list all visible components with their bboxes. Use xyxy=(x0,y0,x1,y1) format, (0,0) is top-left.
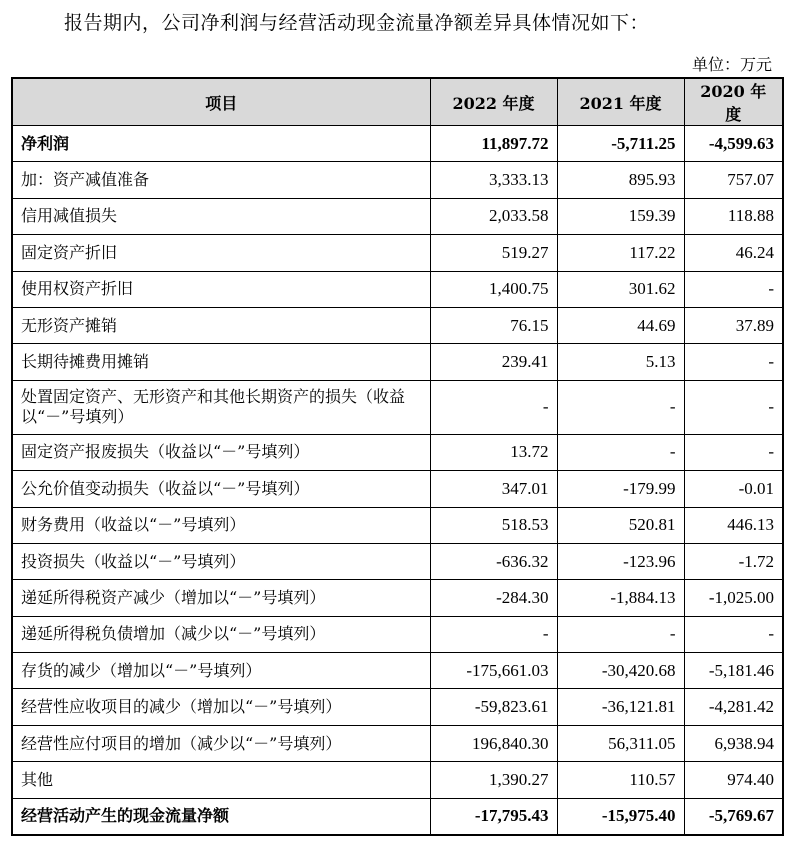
table-row xyxy=(12,507,783,543)
table-row xyxy=(12,380,783,434)
value-2021: 117.22 xyxy=(557,235,684,271)
table-row xyxy=(12,126,783,162)
row-label: 其他 xyxy=(12,762,430,798)
value-2022: 1,390.27 xyxy=(430,762,557,798)
value-2020: 757.07 xyxy=(684,162,783,198)
row-label: 使用权资产折旧 xyxy=(12,271,430,307)
table-row xyxy=(12,798,783,834)
row-label: 长期待摊费用摊销 xyxy=(12,344,430,380)
row-label: 经营活动产生的现金流量净额 xyxy=(12,798,430,834)
value-2020: 6,938.94 xyxy=(684,725,783,761)
value-2021: 110.57 xyxy=(557,762,684,798)
table-body xyxy=(12,126,783,835)
value-2021: 56,311.05 xyxy=(557,725,684,761)
value-2021: - xyxy=(557,616,684,652)
value-2022: 196,840.30 xyxy=(430,725,557,761)
value-2020: -4,281.42 xyxy=(684,689,783,725)
value-2020: -0.01 xyxy=(684,471,783,507)
table-row xyxy=(12,762,783,798)
value-2020: -5,769.67 xyxy=(684,798,783,834)
value-2021: -1,884.13 xyxy=(557,580,684,616)
value-2022: 518.53 xyxy=(430,507,557,543)
value-2022: 11,897.72 xyxy=(430,126,557,162)
value-2021: 44.69 xyxy=(557,307,684,343)
value-2021: 159.39 xyxy=(557,198,684,234)
value-2021: 895.93 xyxy=(557,162,684,198)
header-2020: 2020 年度 xyxy=(684,78,783,126)
value-2021: -30,420.68 xyxy=(557,653,684,689)
value-2020: - xyxy=(684,344,783,380)
row-label: 存货的减少（增加以“－”号填列） xyxy=(12,653,430,689)
header-item: 项目 xyxy=(12,78,430,126)
row-label: 无形资产摊销 xyxy=(12,307,430,343)
row-label: 处置固定资产、无形资产和其他长期资产的损失（收益以“－”号填列） xyxy=(12,380,430,434)
table-row xyxy=(12,580,783,616)
value-2022: 3,333.13 xyxy=(430,162,557,198)
row-label: 财务费用（收益以“－”号填列） xyxy=(12,507,430,543)
unit-label: 单位：万元 xyxy=(691,55,772,74)
value-2021: - xyxy=(557,434,684,470)
table-header-row xyxy=(12,78,783,126)
table-row xyxy=(12,198,783,234)
row-label: 公允价值变动损失（收益以“－”号填列） xyxy=(12,471,430,507)
value-2020: - xyxy=(684,380,783,434)
value-2022: -59,823.61 xyxy=(430,689,557,725)
table-row xyxy=(12,271,783,307)
value-2021: -123.96 xyxy=(557,543,684,579)
value-2022: 519.27 xyxy=(430,235,557,271)
table-row xyxy=(12,162,783,198)
value-2021: - xyxy=(557,380,684,434)
value-2020: 46.24 xyxy=(684,235,783,271)
value-2022: 13.72 xyxy=(430,434,557,470)
value-2021: 520.81 xyxy=(557,507,684,543)
value-2021: 5.13 xyxy=(557,344,684,380)
value-2022: -175,661.03 xyxy=(430,653,557,689)
row-label: 递延所得税负债增加（减少以“－”号填列） xyxy=(12,616,430,652)
table-row xyxy=(12,471,783,507)
table-row xyxy=(12,344,783,380)
value-2022: 1,400.75 xyxy=(430,271,557,307)
value-2022: -284.30 xyxy=(430,580,557,616)
value-2022: 347.01 xyxy=(430,471,557,507)
row-label: 加：资产减值准备 xyxy=(12,162,430,198)
value-2020: - xyxy=(684,616,783,652)
value-2020: -5,181.46 xyxy=(684,653,783,689)
table-row xyxy=(12,235,783,271)
value-2021: -36,121.81 xyxy=(557,689,684,725)
cashflow-reconciliation-table xyxy=(11,77,784,836)
value-2022: 239.41 xyxy=(430,344,557,380)
value-2022: -636.32 xyxy=(430,543,557,579)
value-2020: - xyxy=(684,434,783,470)
row-label: 固定资产报废损失（收益以“－”号填列） xyxy=(12,434,430,470)
value-2020: - xyxy=(684,271,783,307)
table-row xyxy=(12,653,783,689)
header-2021: 2021 年度 xyxy=(557,78,684,126)
table-row xyxy=(12,543,783,579)
table-row xyxy=(12,434,783,470)
value-2022: -17,795.43 xyxy=(430,798,557,834)
value-2021: -15,975.40 xyxy=(557,798,684,834)
value-2022: - xyxy=(430,616,557,652)
table-row xyxy=(12,307,783,343)
value-2020: 446.13 xyxy=(684,507,783,543)
value-2022: - xyxy=(430,380,557,434)
value-2020: 37.89 xyxy=(684,307,783,343)
value-2022: 2,033.58 xyxy=(430,198,557,234)
value-2020: -1,025.00 xyxy=(684,580,783,616)
row-label: 经营性应付项目的增加（减少以“－”号填列） xyxy=(12,725,430,761)
table-row xyxy=(12,689,783,725)
header-2022: 2022 年度 xyxy=(430,78,557,126)
value-2020: 974.40 xyxy=(684,762,783,798)
value-2021: 301.62 xyxy=(557,271,684,307)
value-2022: 76.15 xyxy=(430,307,557,343)
row-label: 信用减值损失 xyxy=(12,198,430,234)
row-label: 净利润 xyxy=(12,126,430,162)
table-row xyxy=(12,725,783,761)
row-label: 经营性应收项目的减少（增加以“－”号填列） xyxy=(12,689,430,725)
value-2020: -1.72 xyxy=(684,543,783,579)
table-row xyxy=(12,616,783,652)
value-2021: -5,711.25 xyxy=(557,126,684,162)
row-label: 固定资产折旧 xyxy=(12,235,430,271)
row-label: 递延所得税资产减少（增加以“－”号填列） xyxy=(12,580,430,616)
value-2021: -179.99 xyxy=(557,471,684,507)
row-label: 投资损失（收益以“－”号填列） xyxy=(12,543,430,579)
value-2020: -4,599.63 xyxy=(684,126,783,162)
value-2020: 118.88 xyxy=(684,198,783,234)
intro-paragraph: 报告期内，公司净利润与经营活动现金流量净额差异具体情况如下： xyxy=(64,12,650,34)
